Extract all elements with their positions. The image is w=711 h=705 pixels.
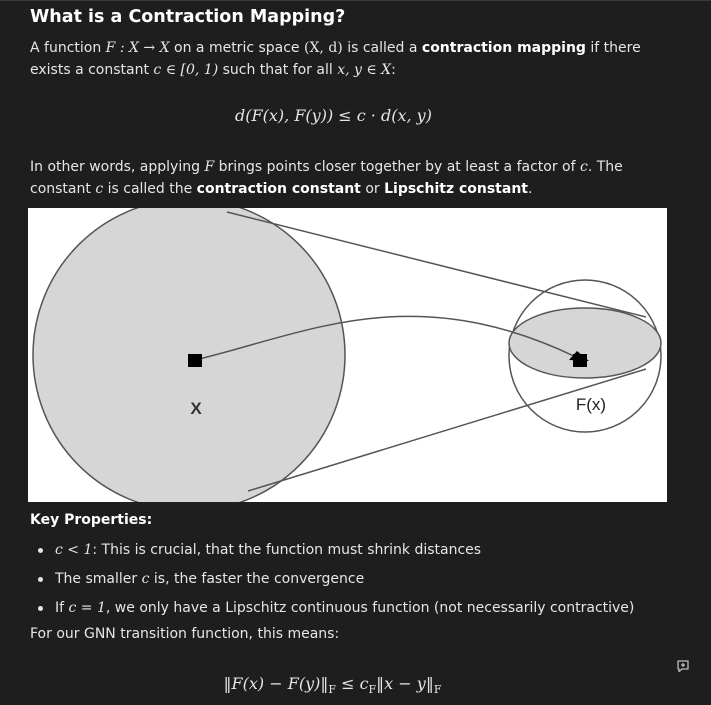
text: on a metric space [169, 40, 304, 56]
math-F: F [204, 159, 215, 175]
math-for-all: x, y ∈ X [337, 62, 392, 78]
text: The smaller [55, 571, 142, 587]
term-lipschitz-constant: Lipschitz constant [384, 181, 528, 197]
math-function-signature: F : X → X [105, 40, 170, 56]
feedback-icon[interactable] [676, 659, 690, 673]
label-fx: F(x) [575, 395, 607, 414]
math-c-equals-1: c = 1 [68, 600, 106, 616]
text: : [391, 62, 396, 78]
math-c-less-than-1: c < 1 [55, 542, 93, 558]
image-ellipse [509, 308, 661, 378]
text: . [527, 181, 533, 197]
list-item [30, 539, 634, 568]
contraction-inequality: d(F(x), F(y)) ≤ c · d(x, y) [235, 106, 432, 125]
text: is, the faster the convergence [149, 571, 365, 587]
text: constant [30, 181, 96, 197]
label-x: X [190, 399, 202, 418]
definition-paragraph [30, 37, 670, 81]
point-fx [573, 354, 587, 367]
math-rhs: ‖x − y‖ [376, 674, 434, 693]
text: is called a [342, 40, 422, 56]
text: exists a constant [30, 62, 154, 78]
text: In other words, applying [30, 159, 205, 175]
gnn-contraction-inequality [0, 674, 688, 696]
text: brings points closer together by at least a factor of [214, 159, 580, 175]
subscript-F: F [433, 683, 442, 697]
list-item [30, 568, 634, 597]
math-le-c: ≤ c [335, 674, 369, 693]
top-border [0, 0, 711, 1]
math-lhs: ‖F(x) − F(y)‖ [223, 674, 329, 693]
feedback-icon-svg [676, 659, 690, 673]
text: If [55, 600, 69, 616]
math-constant-range: c ∈ [0, 1) [153, 62, 219, 78]
list-item [30, 597, 634, 626]
text: . The [587, 159, 623, 175]
text: or [360, 181, 385, 197]
text: is called the [103, 181, 197, 197]
term-contraction-mapping: contraction mapping [421, 40, 586, 56]
text: A function [30, 40, 106, 56]
text: if there [585, 40, 641, 56]
text: , we only have a Lipschitz continuous function (not necessarily contractive) [105, 600, 635, 616]
subscript-F: F [328, 683, 336, 697]
math-metric-space: (X, d) [304, 40, 343, 56]
point-x [188, 354, 202, 367]
key-properties-title: Key Properties: [30, 512, 153, 528]
term-contraction-constant: contraction constant [196, 181, 361, 197]
contraction-diagram-svg [28, 208, 667, 502]
key-properties-list [30, 539, 634, 626]
gnn-intro-text: For our GNN transition function, this means: [30, 626, 340, 642]
contraction-diagram [28, 208, 667, 502]
text: : This is crucial, that the function must shrink distances [92, 542, 482, 558]
subscript-F: F [368, 683, 377, 697]
page-title: What is a Contraction Mapping? [30, 7, 346, 27]
math-c: c [95, 181, 104, 197]
explanation-paragraph [30, 156, 670, 200]
text: such that for all [218, 62, 338, 78]
math-c: c [141, 571, 150, 587]
math-c: c [580, 159, 588, 175]
